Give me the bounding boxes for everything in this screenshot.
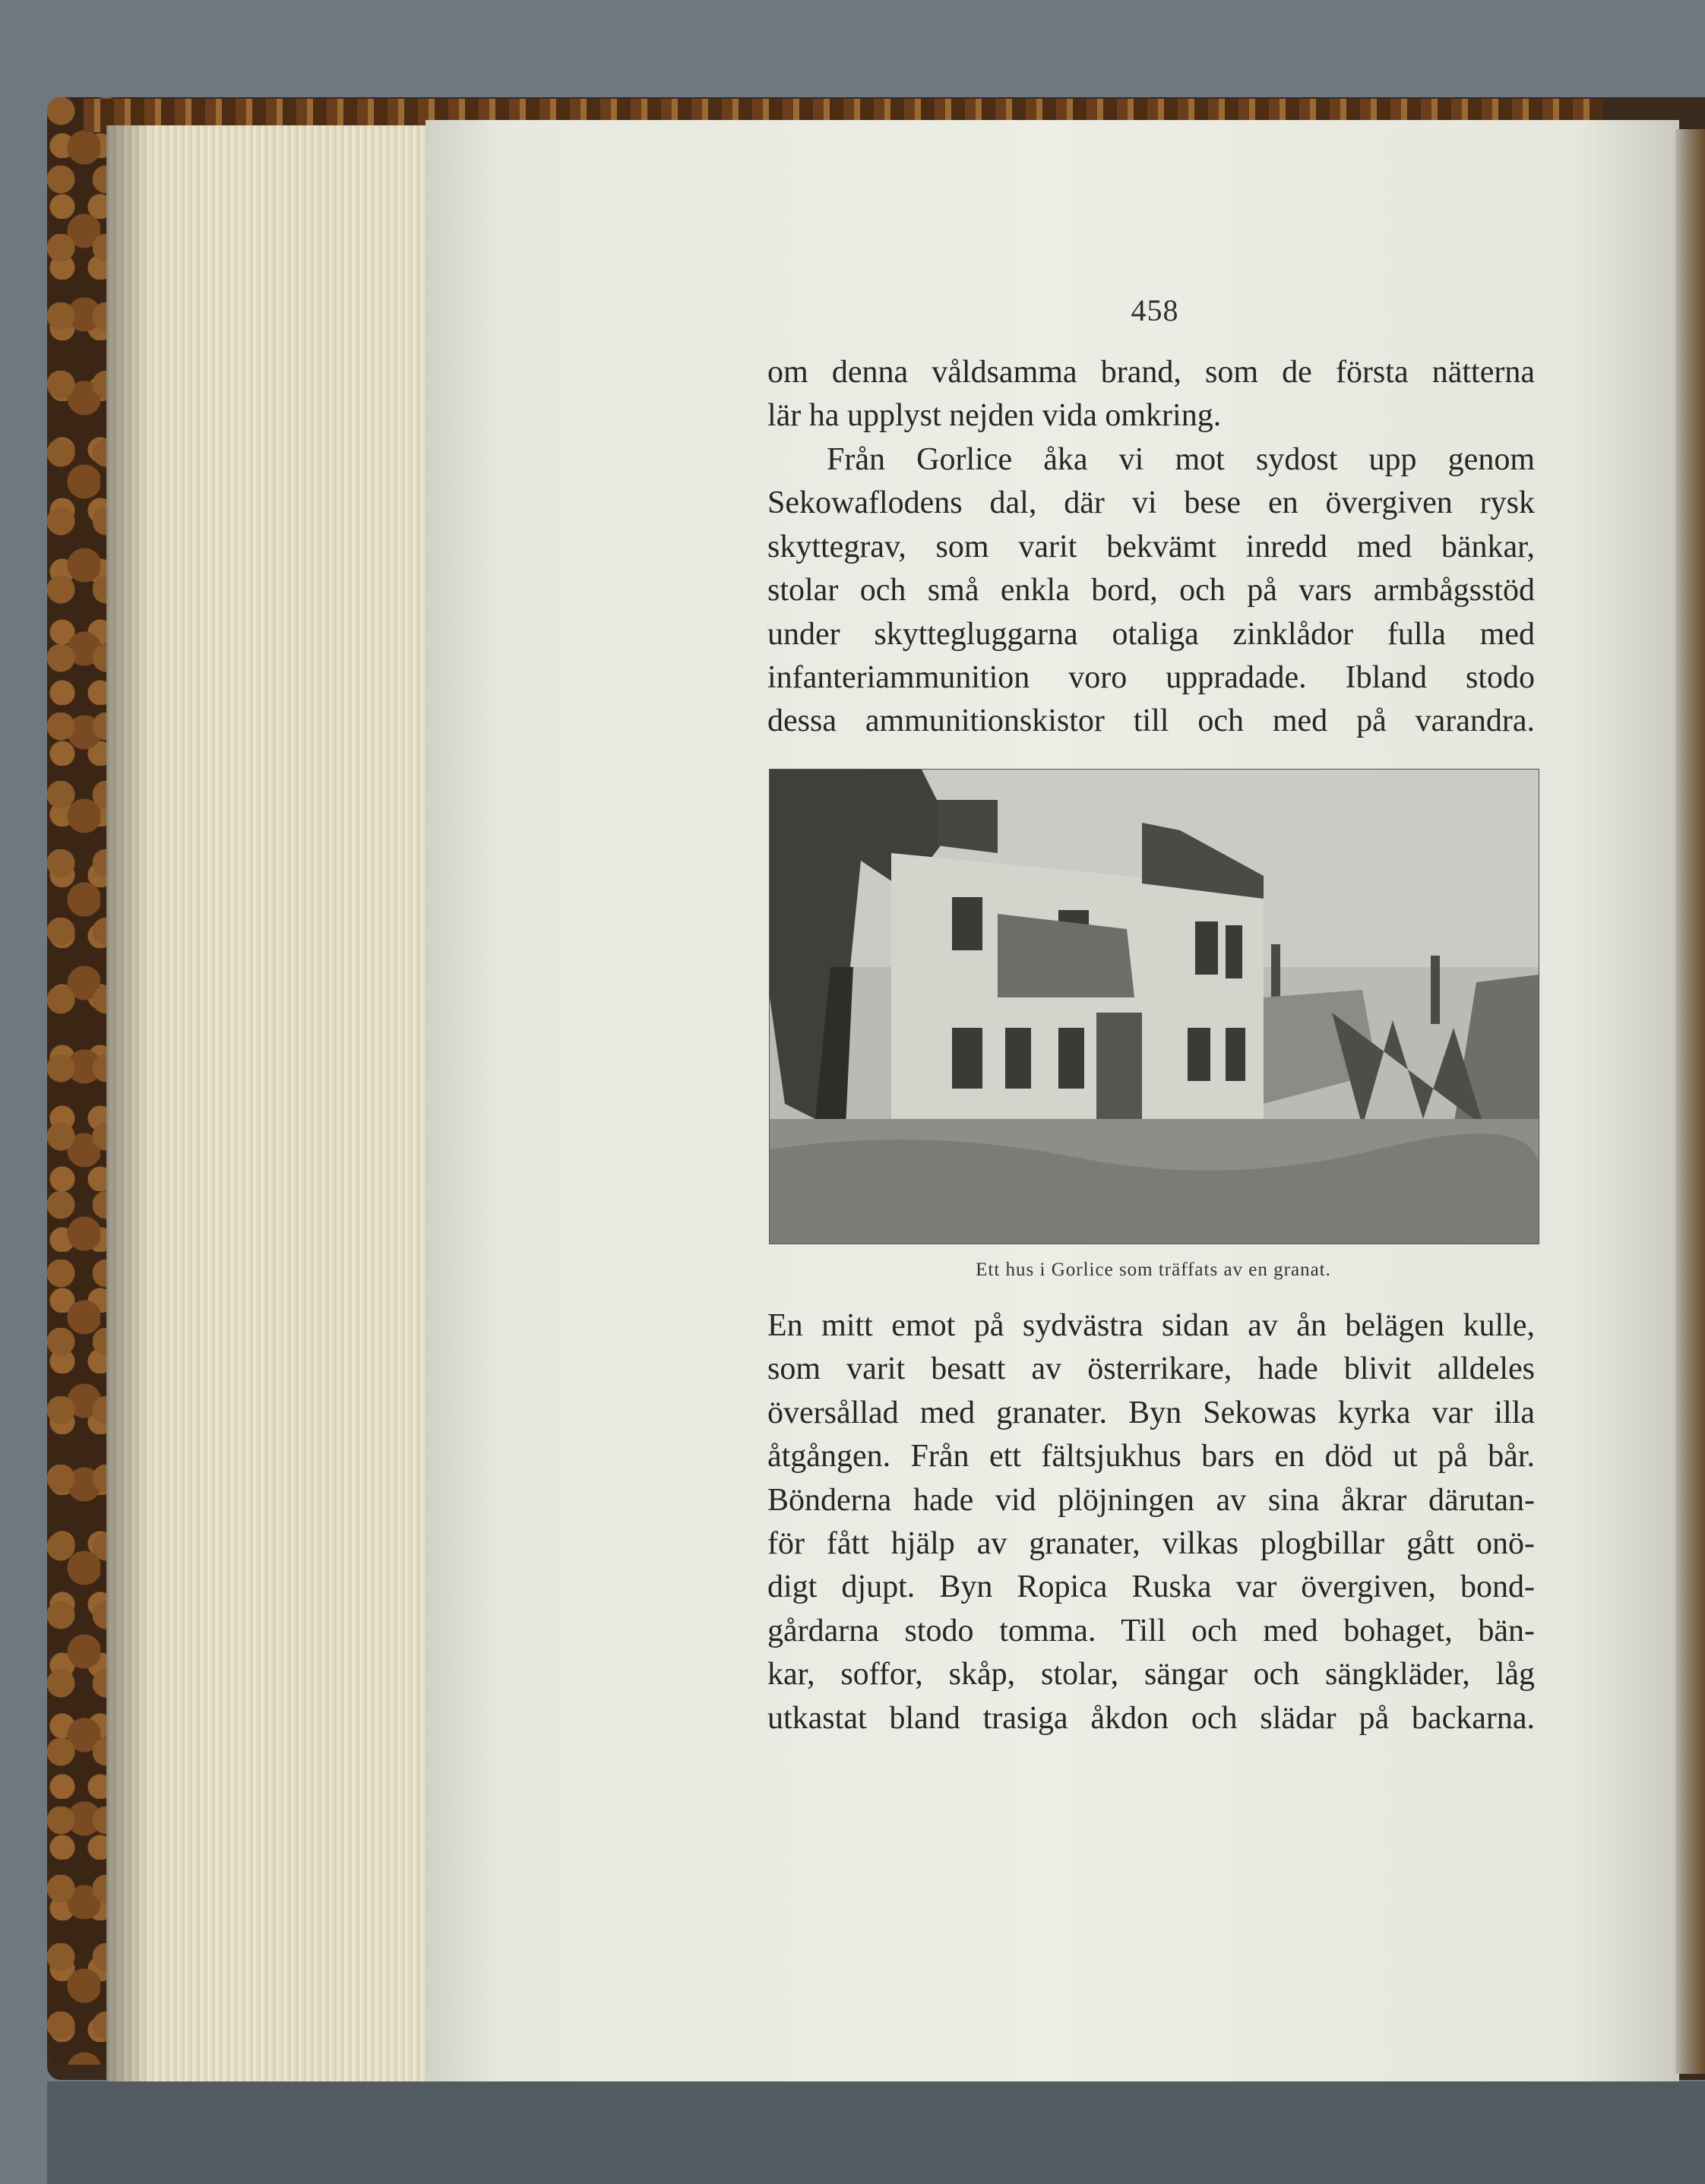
text-line: skyttegrav, som varit bekvämt inredd med bänkar, <box>767 529 1535 564</box>
text-line: Från Gorlice åka vi mot sydost upp genom <box>827 442 1535 477</box>
page-stack-edge <box>106 125 435 2093</box>
text-line: stolar och små enkla bord, och på vars armbågsstöd <box>767 573 1535 608</box>
text-line: utkastat bland trasiga åkdon och slädar på backarna. <box>767 1700 1535 1736</box>
text-line: kar, soffor, skåp, stolar, sängar och sängkläder, låg <box>767 1657 1535 1693</box>
text-line: översållad med granater. Byn Sekowas kyrka var illa <box>767 1395 1535 1430</box>
paragraph-1 <box>767 351 1535 438</box>
photo-illustration <box>770 770 1539 1244</box>
text-line: om denna våldsamma brand, som de första nätterna <box>767 355 1535 390</box>
text-line: Bönderna hade vid plöjningen av sina åkrar därutan- <box>767 1482 1535 1518</box>
ruined-house-photo <box>769 769 1539 1244</box>
text-line: för fått hjälp av granater, vilkas plogbillar gått onö- <box>767 1526 1535 1562</box>
text-line: som varit besatt av österrikare, hade blivit alldeles <box>767 1351 1535 1387</box>
text-line: Sekowaflodens dal, där vi bese en övergiven rysk <box>767 485 1535 521</box>
text-line: lär ha upplyst nejden vida omkring. <box>767 398 1222 434</box>
page-stack-shadow <box>106 125 152 2093</box>
text-line: gårdarna stodo tomma. Till och med bohaget, bän- <box>767 1613 1535 1648</box>
text-line: infanteriammunition voro uppradade. Ibland stodo <box>767 660 1535 696</box>
text-line: åtgången. Från ett fältsjukhus bars en död ut på bår. <box>767 1439 1535 1474</box>
text-line: digt djupt. Byn Ropica Ruska var övergiven, bond- <box>767 1569 1535 1605</box>
text-line: dessa ammunitionskistor till och med på varandra. <box>767 703 1535 739</box>
photo-caption: Ett hus i Gorlice som träffats av en granat. <box>976 1260 1331 1280</box>
paragraph-3 <box>767 1304 1535 1740</box>
page-number: 458 <box>1131 293 1179 327</box>
paragraph-2 <box>767 438 1535 744</box>
bottom-backdrop <box>47 2081 1705 2184</box>
text-line: En mitt emot på sydvästra sidan av ån belägen kulle, <box>767 1308 1535 1343</box>
page-gutter <box>1675 129 1705 2074</box>
text-line: under skyttegluggarna otaliga zinklådor fulla med <box>767 616 1535 652</box>
